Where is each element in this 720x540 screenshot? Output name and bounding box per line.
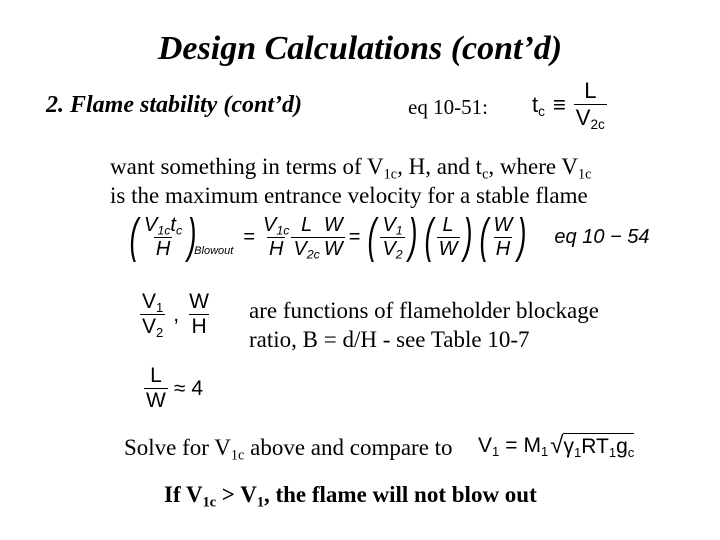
intro-line-2: is the maximum entrance velocity for a stable flame	[110, 183, 588, 208]
sqrt-symbol: √	[550, 432, 564, 459]
page-title: Design Calculations (cont’d)	[157, 30, 563, 67]
conclusion: If $V_{1c} > V_1$, the flame will not blow out	[164, 482, 537, 511]
equation-label: eq 10 − 54	[554, 225, 650, 248]
ratio-fractions: $\frac{V_1}{V_2}$ , $\frac{W}{H}$	[142, 290, 209, 340]
v1-equation: $V_1$ = $M_1$ √ $\gamma_1RT_1g_c$	[478, 432, 635, 460]
solve-line: Solve for $V_{1c}$ above and compare to	[124, 435, 453, 464]
functions-line-1: are functions of flameholder blockage	[249, 298, 599, 323]
equation-reference: eq 10-51:	[408, 95, 488, 119]
functions-line-2: ratio, B = d/H - see Table 10-7	[249, 327, 530, 352]
tc-symbol: $t_c$	[532, 91, 545, 119]
length-width-approx: $\frac{L}{W}$ ≈ 4	[146, 364, 204, 412]
tc-fraction: $\frac{L}{V_{2c}}$	[575, 78, 605, 133]
equiv-symbol: ≡	[552, 91, 566, 117]
lhs-fraction: $\frac{V_{1c}t_c}{H}$	[143, 213, 183, 260]
equation-10-54: ( $\frac{V_{1c}t_c}{H}$ ) Blowout = $\frac{V_{1c}}{H}$ $\frac{L}{V_{2c}}$ $\frac{W}{W}$ = ( $\frac{V_1}{V_2}$ ) ( $\frac{L}{W}$ ) ( $\frac{W}{H}$ ) eq 10 − 54	[129, 210, 650, 263]
intro-line-1: want something in terms of $V_{1c}$, H, and $t_c$, where $V_{1c}$	[110, 154, 592, 183]
width-height-ratio: $\frac{W}{H}$	[189, 290, 209, 338]
section-subtitle: 2. Flame stability (cont’d)	[46, 92, 302, 118]
tc-equation	[532, 78, 607, 131]
blowout-subscript: Blowout	[194, 245, 234, 257]
velocity-ratio: $\frac{V_1}{V_2}$	[142, 290, 164, 340]
